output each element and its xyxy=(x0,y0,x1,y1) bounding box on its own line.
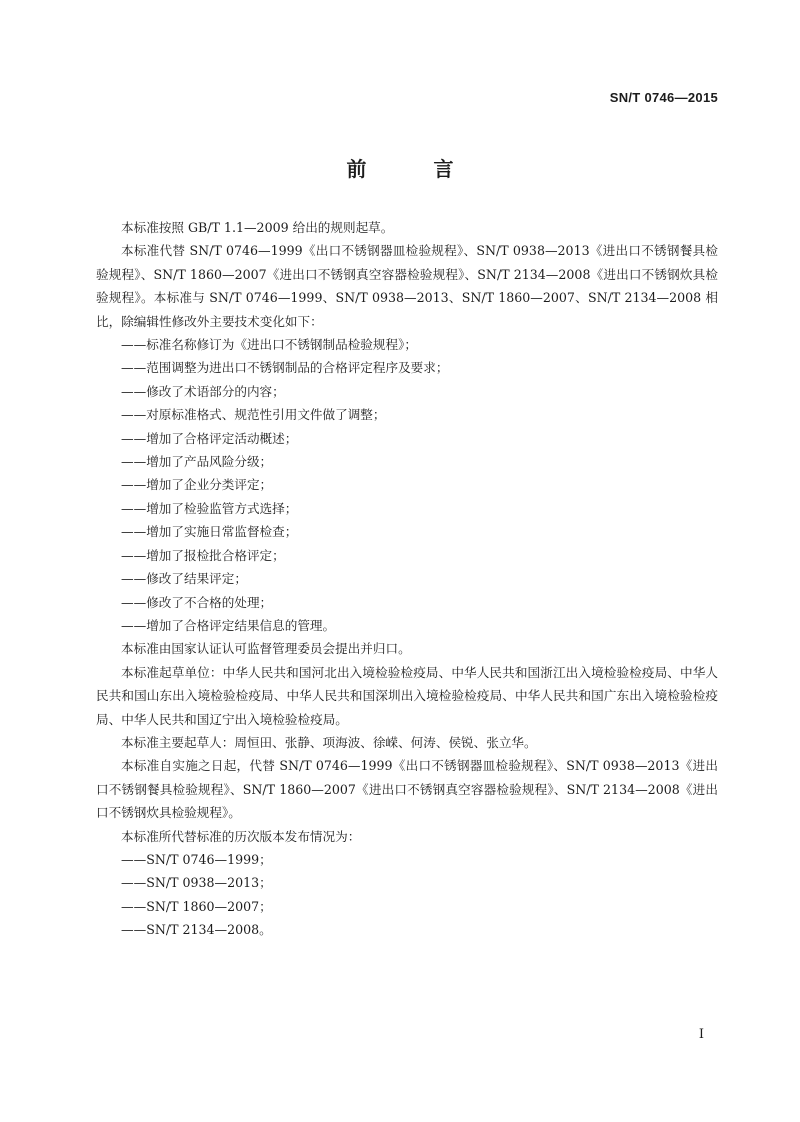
change-item: ——标准名称修订为《进出口不锈钢制品检验规程》； xyxy=(121,337,417,353)
change-item: ——增加了合格评定结果信息的管理。 xyxy=(121,617,336,633)
paragraph-drafting-rules: 本标准按照 GB/T 1.1—2009 给出的规则起草。 xyxy=(121,220,394,235)
change-item: ——增加了合格评定活动概述； xyxy=(121,430,298,446)
paragraph-replacement: 本标准代替 SN/T 0746—1999《出口不锈钢器皿检验规程》、SN/T 0938—2013《进出口不锈钢餐具检验规程》、SN/T 1860—2007《进出口不锈钢真空容器检验规程》、SN/T 2134—2008《进出口不锈钢炊具检验规程》。本标准与 SN/T 0746—1999、SN/T 0938—2013、SN/T 1860—2007、SN/T 2134—2008 相比，除编辑性修改外主要技术变化如下： xyxy=(96,243,718,329)
change-item: ——增加了检验监管方式选择； xyxy=(121,500,298,516)
page-number: I xyxy=(698,1027,704,1042)
paragraph-drafting-units: 本标准起草单位：中华人民共和国河北出入境检验检疫局、中华人民共和国浙江出入境检验检疫局、中华人民共和国山东出入境检验检疫局、中华人民共和国深圳出入境检验检疫局、中华人民共和国广东出入境检验检疫局、中华人民共和国辽宁出入境检验检疫局。 xyxy=(96,664,718,727)
change-item: ——增加了产品风险分级； xyxy=(121,454,273,470)
history-item: ——SN/T 0746—1999； xyxy=(121,851,272,867)
change-item: ——增加了实施日常监督检查； xyxy=(121,524,298,540)
foreword-body xyxy=(96,216,718,942)
history-item: ——SN/T 1860—2007； xyxy=(121,898,272,914)
history-item: ——SN/T 2134—2008。 xyxy=(121,922,272,938)
paragraph-proposer: 本标准由国家认证认可监督管理委员会提出并归口。 xyxy=(121,641,411,657)
page-title: 前 言 xyxy=(346,157,484,181)
history-item: ——SN/T 0938—2013； xyxy=(121,875,272,891)
change-item: ——增加了企业分类评定； xyxy=(121,477,273,493)
change-item: ——增加了报检批合格评定； xyxy=(121,547,285,563)
standard-code: SN/T 0746—2015 xyxy=(609,90,718,105)
change-item: ——范围调整为进出口不锈钢制品的合格评定程序及要求； xyxy=(121,360,449,376)
paragraph-history-intro: 本标准所代替标准的历次版本发布情况为： xyxy=(121,828,361,844)
change-item: ——修改了术语部分的内容； xyxy=(121,383,285,399)
paragraph-effective-replacement: 本标准自实施之日起，代替 SN/T 0746—1999《出口不锈钢器皿检验规程》、SN/T 0938—2013《进出口不锈钢餐具检验规程》、SN/T 1860—2007《进出口不锈钢真空容器检验规程》、SN/T 2134—2008《进出口不锈钢炊具检验规程》。 xyxy=(96,758,718,821)
paragraph-drafters: 本标准主要起草人：周恒田、张静、项海波、徐嵘、何涛、侯锐、张立华。 xyxy=(121,734,537,750)
change-item: ——修改了不合格的处理； xyxy=(121,594,273,610)
change-item: ——修改了结果评定； xyxy=(121,571,247,587)
change-item: ——对原标准格式、规范性引用文件做了调整； xyxy=(121,407,386,423)
